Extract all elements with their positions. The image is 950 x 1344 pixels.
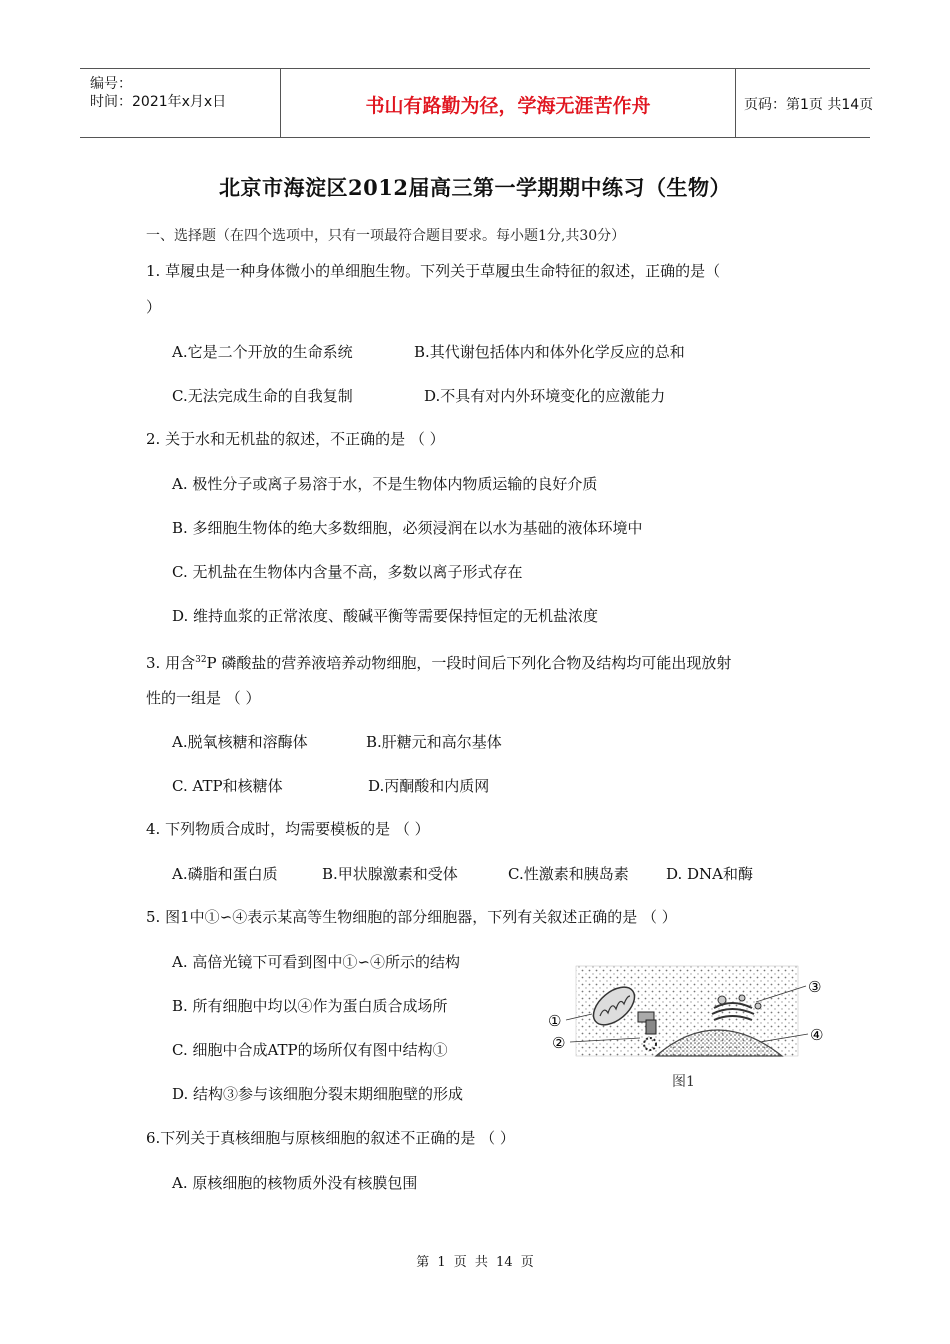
cell-diagram xyxy=(546,962,832,1094)
q1-option-a: A.它是二个开放的生命系统 xyxy=(172,343,353,361)
q5-option-d: D. 结构③参与该细胞分裂末期细胞壁的形成 xyxy=(172,1085,464,1103)
q6-stem: 6.下列关于真核细胞与原核细胞的叙述不正确的是 （ ） xyxy=(146,1129,515,1147)
q4-option-b: B.甲状腺激素和受体 xyxy=(322,865,458,883)
motto-text: 书山有路勤为径，学海无涯苦作舟 xyxy=(365,95,651,117)
q2-option-a: A. 极性分子或离子易溶于水，不是生物体内物质运输的良好介质 xyxy=(172,475,598,493)
q3-stem-post: P 磷酸盐的营养液培养动物细胞，一段时间后下列化合物及结构均可能出现放射 xyxy=(206,654,732,672)
number-label: 编号： xyxy=(90,76,132,92)
q2-option-d: D. 维持血浆的正常浓度、酸碱平衡等需要保持恒定的无机盐浓度 xyxy=(172,607,599,625)
figure-1-cell-organelles xyxy=(546,962,832,1094)
label-2: ② xyxy=(552,1034,566,1052)
page-footer: 第 1 页 共 14 页 xyxy=(416,1255,534,1270)
q4-option-c: C.性激素和胰岛素 xyxy=(508,865,629,883)
q2-stem: 2. 关于水和无机盐的叙述，不正确的是 （ ） xyxy=(146,430,445,448)
header-motto-cell xyxy=(280,69,736,137)
q1-option-d: D.不具有对内外环境变化的应激能力 xyxy=(424,387,666,405)
header-table xyxy=(80,68,874,138)
time-label: 时间：2021年x月x日 xyxy=(90,94,227,110)
q1-stem: 1. 草履虫是一种身体微小的单细胞生物。下列关于草履虫生命特征的叙述，正确的是（ xyxy=(146,262,721,280)
label-1: ① xyxy=(548,1012,562,1030)
q3-stem-pre: 3. 用含 xyxy=(146,654,196,672)
header-meta-cell xyxy=(80,69,280,137)
section-heading: 一、选择题（在四个选项中，只有一项最符合题目要求。每小题1分,共30分） xyxy=(146,228,626,244)
header-page-cell xyxy=(736,69,874,137)
q4-option-d: D. DNA和酶 xyxy=(666,865,754,883)
q5-option-a: A. 高倍光镜下可看到图中①∽④所示的结构 xyxy=(172,953,460,971)
q4-option-a: A.磷脂和蛋白质 xyxy=(172,865,278,883)
q5-stem: 5. 图1中①∽④表示某高等生物细胞的部分细胞器，下列有关叙述正确的是 （ ） xyxy=(146,908,677,926)
q2-option-c: C. 无机盐在生物体内含量不高，多数以离子形式存在 xyxy=(172,563,523,581)
label-3: ③ xyxy=(808,978,822,996)
q3-stem xyxy=(146,650,731,673)
q3-option-a: A.脱氧核糖和溶酶体 xyxy=(172,733,308,751)
q2-option-b: B. 多细胞生物体的绝大多数细胞，必须浸润在以水为基础的液体环境中 xyxy=(172,519,643,537)
q3-stem-cont: 性的一组是 （ ） xyxy=(146,689,261,707)
page-info: 页码：第1页 共14页 xyxy=(744,97,874,113)
q4-stem: 4. 下列物质合成时，均需要模板的是 （ ） xyxy=(146,820,430,838)
figure-caption: 图1 xyxy=(672,1074,695,1090)
q3-option-b: B.肝糖元和高尔基体 xyxy=(366,733,502,751)
q6-option-a: A. 原核细胞的核物质外没有核膜包围 xyxy=(172,1174,418,1192)
q1-option-c: C.无法完成生命的自我复制 xyxy=(172,387,353,405)
q5-option-b: B. 所有细胞中均以④作为蛋白质合成场所 xyxy=(172,997,448,1015)
q1-stem-cont: ） xyxy=(146,298,162,316)
q3-isotope-mass: 32 xyxy=(195,655,207,665)
q3-option-c: C. ATP和核糖体 xyxy=(172,777,283,795)
q1-option-b: B.其代谢包括体内和体外化学反应的总和 xyxy=(414,343,685,361)
page-title: 北京市海淀区2012届高三第一学期期中练习（生物） xyxy=(219,175,731,200)
q3-option-d: D.丙酮酸和内质网 xyxy=(368,777,490,795)
q5-option-c: C. 细胞中合成ATP的场所仅有图中结构① xyxy=(172,1041,448,1059)
label-4: ④ xyxy=(810,1026,824,1044)
